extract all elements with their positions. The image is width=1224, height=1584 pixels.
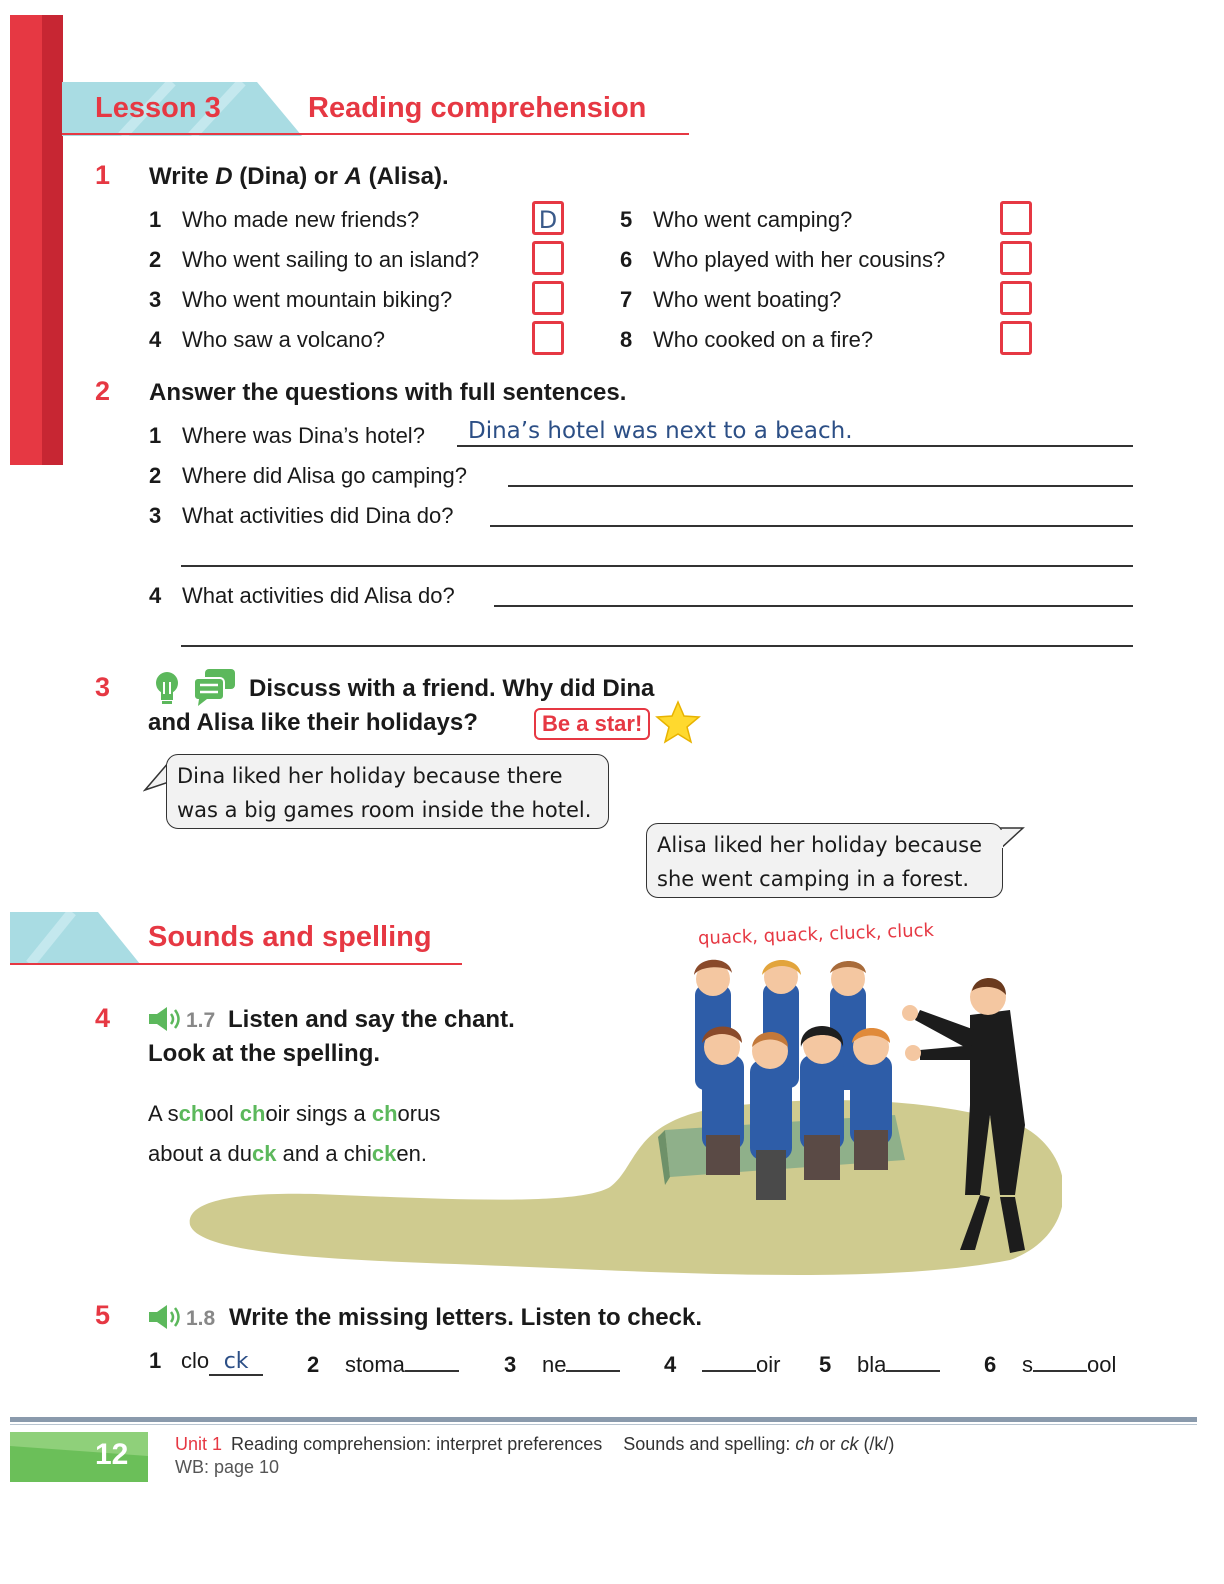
ex4-instruction-line1: Listen and say the chant.: [228, 1006, 515, 1033]
ex5-blank-3[interactable]: [566, 1348, 620, 1372]
ex5-instruction: Write the missing letters. Listen to check.: [229, 1304, 703, 1331]
ex5-blank-1[interactable]: ck: [209, 1348, 263, 1376]
ex1-answer-box-5[interactable]: [1000, 201, 1032, 235]
chant-text: A s: [148, 1101, 179, 1126]
lesson-label: Lesson 3: [95, 92, 221, 124]
speaker-icon-ex4[interactable]: [148, 1005, 184, 1033]
ex5-item-5: 5 bla: [819, 1348, 940, 1378]
ex2-question-4: 4 What activities did Alisa do?: [149, 583, 455, 608]
chant-line-2: [148, 1141, 427, 1167]
ex1-question-1: 1 Who made new friends?: [149, 207, 420, 232]
ex3-number: 3: [95, 672, 111, 702]
footer-description: Unit 1 Reading comprehension: interpret preferences Sounds and spelling: ch or ck (/k/): [175, 1434, 895, 1454]
ex2-question-1: 1 Where was Dina’s hotel?: [149, 423, 425, 448]
ex2-number: 2: [95, 376, 111, 406]
chant-text: ool: [204, 1101, 240, 1126]
page-edge-tab-shadow: [42, 15, 63, 465]
ex2-answer-1: Dina’s hotel was next to a beach.: [468, 418, 853, 444]
footer-rule-thin: [10, 1424, 1197, 1425]
chant-line-1: [148, 1101, 440, 1127]
ex1-answer-box-7[interactable]: [1000, 281, 1032, 315]
ex2-answer-line-3a[interactable]: [490, 525, 1133, 527]
footer-rule: [10, 1417, 1197, 1422]
ex5-item-2: 2 stoma: [307, 1348, 459, 1378]
be-a-star-badge: Be a star!: [534, 708, 650, 740]
ex1-question-5: 5 Who went camping?: [620, 207, 853, 232]
ex2-question-3: 3 What activities did Dina do?: [149, 503, 454, 528]
ex2-instruction: Answer the questions with full sentences.: [149, 379, 627, 406]
ex2-answer-line-4a[interactable]: [494, 605, 1133, 607]
workbook-reference: WB: page 10: [175, 1457, 280, 1477]
page-title: Reading comprehension: [308, 92, 647, 124]
ex5-blank-6[interactable]: [1033, 1348, 1087, 1372]
ex2-answer-line-2[interactable]: [508, 485, 1133, 487]
ex2-answer-line-1[interactable]: [457, 445, 1133, 447]
ex3-instruction-line1: Discuss with a friend. Why did Dina: [249, 675, 655, 702]
page-number: 12: [95, 1438, 129, 1471]
chant-text: oir sings a: [265, 1101, 372, 1126]
ex2-answer-line-3b[interactable]: [181, 565, 1133, 567]
sounds-banner: [10, 912, 140, 964]
ex5-blank-2[interactable]: [405, 1348, 459, 1372]
chant-text: orus: [397, 1101, 441, 1126]
bubble1-tail-cover: [167, 764, 170, 784]
ex1-answer-box-4[interactable]: [532, 321, 564, 355]
ex4-number: 4: [95, 1003, 111, 1033]
chant-text: and a chi: [276, 1141, 372, 1166]
ex1-answer-box-6[interactable]: [1000, 241, 1032, 275]
sounds-title: Sounds and spelling: [148, 921, 432, 953]
ex3-instruction-line2: and Alisa like their holidays?: [148, 709, 478, 736]
speech-bubbles-icon: [193, 668, 237, 706]
ex1-question-8: 8 Who cooked on a fire?: [620, 327, 874, 352]
star-icon: [655, 700, 701, 744]
ex5-blank-4[interactable]: [702, 1348, 756, 1372]
ex2-answer-line-4b[interactable]: [181, 645, 1133, 647]
ex1-question-4: 4 Who saw a volcano?: [149, 327, 385, 352]
bubble2-tail-cover: [1000, 830, 1003, 848]
speech-bubble-dina: Dina liked her holiday because there was a big games room inside the hotel.: [166, 754, 609, 829]
chant-spelling-highlight: ch: [178, 1101, 205, 1126]
ex5-item-4: 4 oir: [664, 1348, 780, 1378]
ex5-blank-5[interactable]: [886, 1348, 940, 1372]
chant-spelling-highlight: ch: [239, 1101, 266, 1126]
header-rule: [62, 133, 689, 135]
ex1-question-3: 3 Who went mountain biking?: [149, 287, 453, 312]
ex1-question-7: 7 Who went boating?: [620, 287, 842, 312]
ex1-question-2: 2 Who went sailing to an island?: [149, 247, 480, 272]
speaker-icon-ex5[interactable]: [148, 1303, 184, 1331]
ex2-question-2: 2 Where did Alisa go camping?: [149, 463, 467, 488]
ex5-track: 1.8: [186, 1307, 216, 1330]
chant-spelling-highlight: ck: [251, 1141, 277, 1166]
chant-text: en.: [396, 1141, 427, 1166]
lightbulb-icon: [152, 670, 182, 706]
ex5-number: 5: [95, 1300, 111, 1330]
ex1-instruction: Write D (Dina) or A (Alisa).: [149, 163, 449, 190]
ex5-item-1: 1 clo ck: [149, 1348, 263, 1376]
chant-spelling-highlight: ch: [371, 1101, 398, 1126]
chant-spelling-highlight: ck: [371, 1141, 397, 1166]
ex1-answer-box-1[interactable]: D: [532, 201, 564, 235]
speech-bubble-alisa: Alisa liked her holiday because she went camping in a forest.: [646, 823, 1003, 898]
ex1-question-6: 6 Who played with her cousins?: [620, 247, 946, 272]
ex4-track: 1.7: [186, 1009, 216, 1032]
illustration-caption: quack, quack, cluck, cluck: [697, 919, 935, 950]
ex1-answer-box-8[interactable]: [1000, 321, 1032, 355]
ex5-item-3: 3 ne: [504, 1348, 620, 1378]
ex1-number: 1: [95, 160, 111, 190]
ex1-answer-box-3[interactable]: [532, 281, 564, 315]
ex4-instruction-line2: Look at the spelling.: [148, 1040, 381, 1067]
ex5-item-6: 6 s ool: [984, 1348, 1116, 1378]
chant-text: about a du: [148, 1141, 252, 1166]
ex1-answer-box-2[interactable]: [532, 241, 564, 275]
